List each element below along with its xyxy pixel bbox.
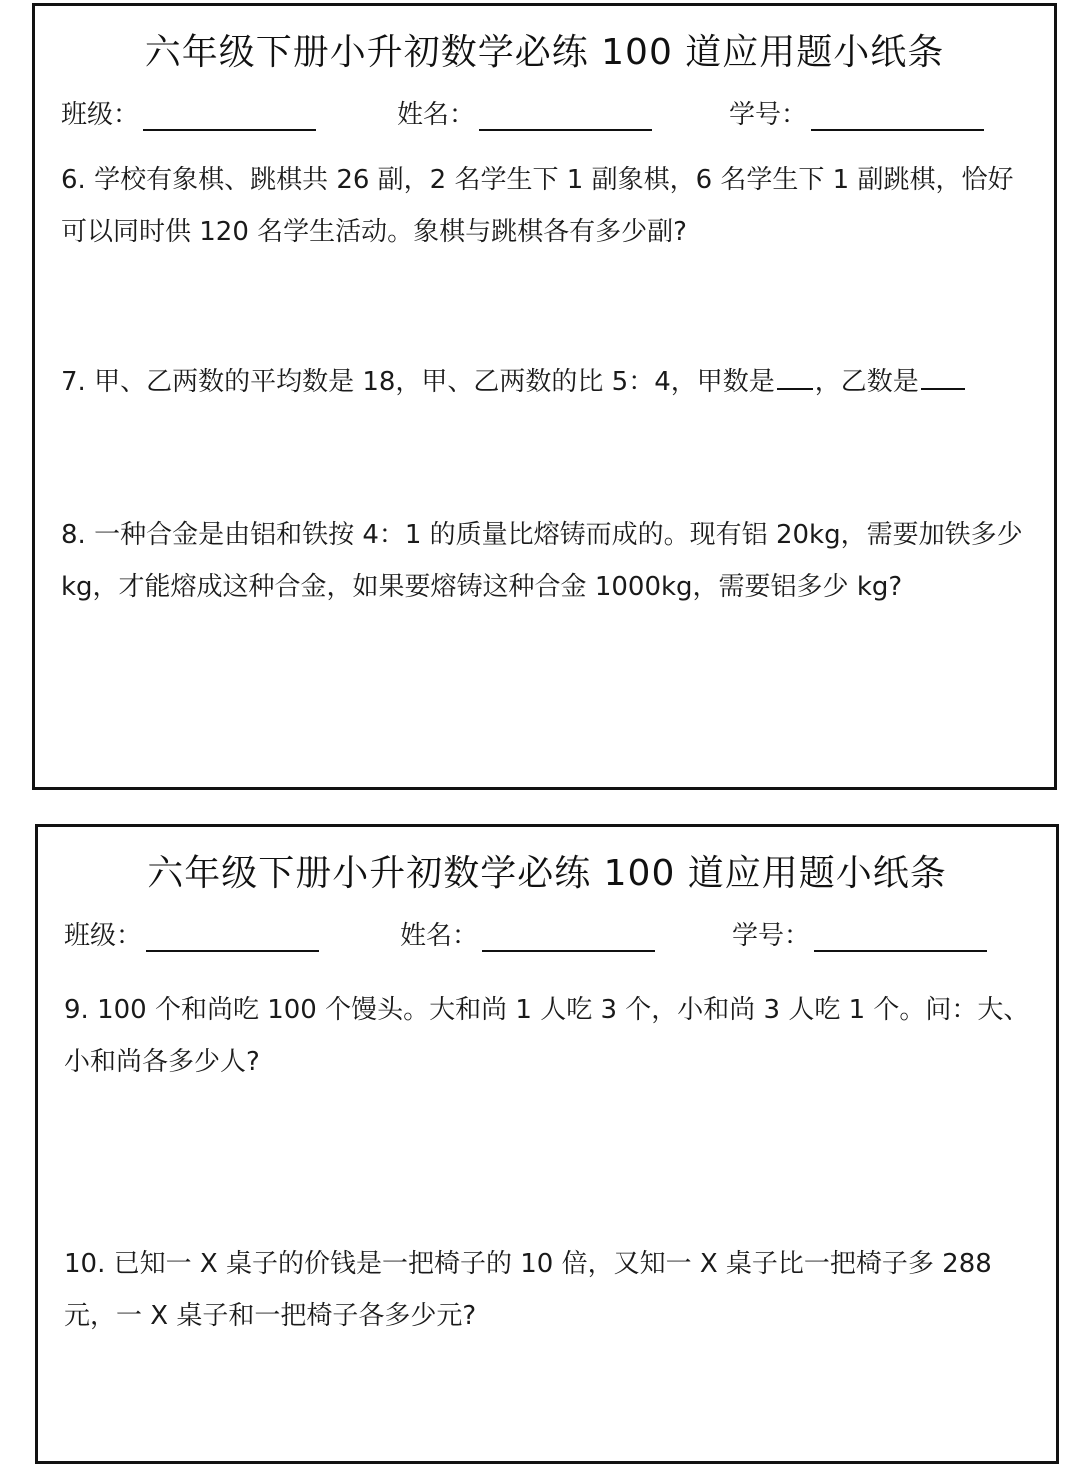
worksheet-title: 六年级下册小升初数学必练 100 道应用题小纸条 bbox=[147, 853, 947, 894]
answer-blank-yi[interactable] bbox=[921, 366, 965, 390]
name-blank[interactable] bbox=[482, 922, 655, 952]
student-info-row bbox=[64, 915, 1024, 955]
name-field[interactable] bbox=[397, 94, 652, 131]
student-id-blank[interactable] bbox=[811, 101, 984, 131]
student-id-label: 学号： bbox=[732, 921, 811, 951]
worksheet-card-2 bbox=[35, 824, 1059, 1464]
question-6: 6. 学校有象棋、跳棋共 26 副，2 名学生下 1 副象棋，6 名学生下 1 副跳棋，恰好可以同时供 120 名学生活动。象棋与跳棋各有多少副? bbox=[61, 165, 1014, 247]
question-7-text-b: ，乙数是 bbox=[814, 367, 919, 397]
student-id-field[interactable] bbox=[729, 94, 984, 131]
answer-blank-jia[interactable] bbox=[777, 366, 813, 390]
question-10: 10. 已知一 X 桌子的价钱是一把椅子的 10 倍，又知一 X 桌子比一把椅子多 288 元，一 X 桌子和一把椅子各多少元? bbox=[64, 1249, 992, 1331]
worksheet-card-1 bbox=[32, 3, 1057, 790]
class-blank[interactable] bbox=[143, 101, 316, 131]
name-field[interactable] bbox=[400, 915, 655, 952]
student-id-field[interactable] bbox=[732, 915, 987, 952]
question-7 bbox=[61, 356, 1036, 408]
student-info-row bbox=[61, 94, 1021, 134]
student-id-label: 学号： bbox=[729, 100, 808, 130]
worksheet-title: 六年级下册小升初数学必练 100 道应用题小纸条 bbox=[144, 32, 945, 73]
class-label: 班级： bbox=[61, 100, 140, 130]
question-7-text-a: 7. 甲、乙两数的平均数是 18，甲、乙两数的比 5：4，甲数是 bbox=[61, 367, 775, 397]
class-field[interactable] bbox=[61, 94, 316, 131]
name-label: 姓名： bbox=[400, 921, 479, 951]
name-label: 姓名： bbox=[397, 100, 476, 130]
student-id-blank[interactable] bbox=[814, 922, 987, 952]
name-blank[interactable] bbox=[479, 101, 652, 131]
question-9: 9. 100 个和尚吃 100 个馒头。大和尚 1 人吃 3 个，小和尚 3 人吃 1 个。问：大、小和尚各多少人? bbox=[64, 995, 1030, 1077]
class-field[interactable] bbox=[64, 915, 319, 952]
class-blank[interactable] bbox=[146, 922, 319, 952]
class-label: 班级： bbox=[64, 921, 143, 951]
question-8: 8. 一种合金是由铝和铁按 4：1 的质量比熔铸而成的。现有铝 20kg，需要加铁多少 kg，才能熔成这种合金，如果要熔铸这种合金 1000kg，需要铝多少 kg? bbox=[61, 520, 1023, 602]
